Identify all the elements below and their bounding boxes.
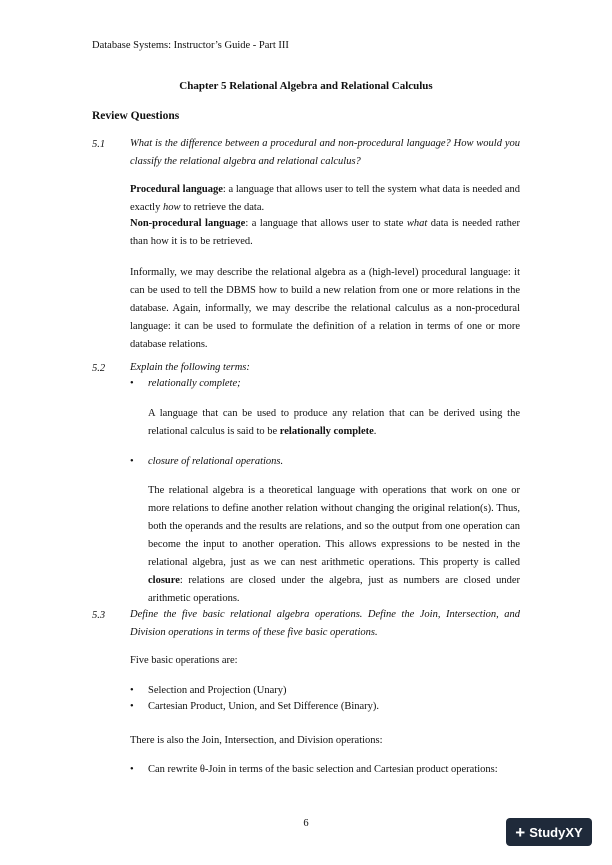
question-5-2-text: Explain the following terms: <box>130 362 250 373</box>
definition-term: closure <box>148 575 180 586</box>
bullet-binary <box>130 701 520 712</box>
informal-description: Informally, we may describe the relational algebra as a (high-level) procedural language: it can be used to tell the DBMS how to build a new relation from one or more relations in the database. Again, informally, we may describe the relational calculus as a non-procedural language: it can be used to formulate the definition of a relation in terms of one or more database relations. <box>130 267 520 350</box>
definition-text: A language that can be used to produce any relation that can be derived using the relational calculus is said to be <box>148 408 520 437</box>
question-5-3-text: Define the five basic relational algebra operations. Define the Join, Intersection, and Division operations in terms of these five basic operations. <box>130 609 520 638</box>
review-questions-heading: Review Questions <box>92 110 180 122</box>
bullet-theta-join <box>130 764 530 775</box>
procedural-definition <box>130 181 520 217</box>
bullet-dot: • <box>130 701 134 712</box>
question-5-1-text: What is the difference between a procedural and non-procedural language? How would you classify the relational algebra and relational calculus? <box>130 138 520 167</box>
definition-end: . <box>373 426 377 437</box>
procedural-text-2: to retrieve the data. <box>180 202 265 213</box>
nonprocedural-term: Non-procedural language <box>130 218 246 229</box>
bullet-label: Selection and Projection (Unary) <box>148 685 287 696</box>
definition-text: The relational algebra is a theoretical language with operations that work on one or more relations to define another relation without changing the original relation(s). Thus, both the operands and the results are relations, and so the output from one operation can become the input to another operation. This allows expressions to be nested in the relational algebra, just as we can nest arithmetic operations. This property is called <box>148 485 520 568</box>
nonprocedural-definition <box>130 215 520 251</box>
bullet-label: Cartesian Product, Union, and Set Difference (Binary). <box>148 701 380 712</box>
bullet-label: Can rewrite θ-Join in terms of the basic selection and Cartesian product operations: <box>148 764 498 775</box>
bullet-label: closure of relational operations. <box>148 456 284 467</box>
nonprocedural-what: what <box>406 218 428 229</box>
definition-term: relationally complete <box>279 426 374 437</box>
chapter-title: Chapter 5 Relational Algebra and Relational Calculus <box>179 80 433 92</box>
plus-icon: + <box>515 822 526 842</box>
running-header: Database Systems: Instructor’s Guide - Part III <box>92 40 289 51</box>
definition-end: : relations are closed under the algebra, just as numbers are closed under arithmetic operations. <box>148 575 520 604</box>
five-operations-intro: Five basic operations are: <box>130 655 238 666</box>
bullet-label: relationally complete; <box>148 378 241 389</box>
procedural-how: how <box>162 202 181 213</box>
studyxy-logo[interactable] <box>506 818 592 846</box>
relationally-complete-definition <box>148 405 520 441</box>
procedural-term: Procedural language <box>130 184 223 195</box>
also-operations: There is also the Join, Intersection, and Division operations: <box>130 735 383 746</box>
procedural-text-1: : a language that allows user to tell the system what data is needed and exactly <box>130 184 520 213</box>
nonprocedural-text-2: data is needed rather than how it is to be retrieved. <box>130 218 520 247</box>
question-number-5-1: 5.1 <box>92 139 106 150</box>
question-number-5-3: 5.3 <box>92 610 106 621</box>
question-number-5-2: 5.2 <box>92 363 106 374</box>
bullet-closure <box>130 456 520 467</box>
bullet-dot: • <box>130 456 134 467</box>
bullet-relationally-complete <box>130 378 520 389</box>
bullet-dot: • <box>130 378 134 389</box>
nonprocedural-text-1: : a language that allows user to state <box>245 218 407 229</box>
bullet-dot: • <box>130 685 134 696</box>
page-number: 6 <box>303 818 309 829</box>
bullet-unary <box>130 685 520 696</box>
closure-definition <box>148 482 520 608</box>
bullet-dot: • <box>130 764 134 775</box>
logo-text: StudyXY <box>529 824 583 840</box>
